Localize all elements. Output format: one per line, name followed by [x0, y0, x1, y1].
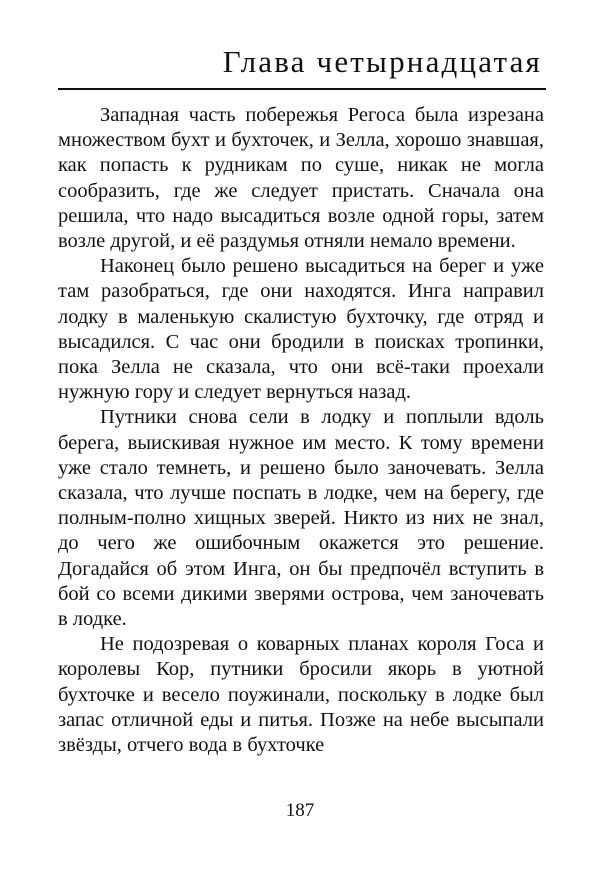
chapter-title: Глава четырнадцатая	[222, 44, 542, 79]
paragraph-1: Западная часть побережья Регоса была изрезана множеством бухт и бухточек, и Зелла, хорошо знавшая, как попасть к рудникам по суше, никак не могла сообразить, где же следует пристать. Сначала она решила, что надо высадиться возле одной горы, затем возле другой, и её раздумья отняли немало времени.	[58, 104, 544, 253]
paragraph-3: Путники снова сели в лодку и поплыли вдоль берега, выискивая нужное им место. К тому времени уже стало темнеть, и решено было заночевать. Зелла сказала, что лучше поспать в лодке, чем на берегу, где полным-полно хищных зверей. Никто из них не знал, до чего же ошибочным окажется это решение. Догадайся об этом Инга, он бы предпочёл вступить в бой со всеми дикими зверями острова, чем заночевать в лодке.	[58, 406, 544, 631]
title-rule	[58, 88, 546, 90]
paragraph-2: Наконец было решено высадиться на берег и уже там разобраться, где они находятся. Инга направил лодку в маленькую скалистую бухточку, где отряд и высадился. С час они бродили в поисках тропинки, пока Зелла не сказала, что они всё-таки проехали нужную гору и следует вернуться назад.	[58, 255, 544, 404]
body-text	[58, 103, 544, 758]
paragraph-4: Не подозревая о коварных планах короля Госа и королевы Кор, путники бросили якорь в уютной бухточке и весело поужинали, поскольку в лодке был запас отличной еды и питья. Позже на небе высыпали звёзды, отчего вода в бухточке	[58, 633, 544, 757]
page-number: 187	[285, 800, 315, 821]
